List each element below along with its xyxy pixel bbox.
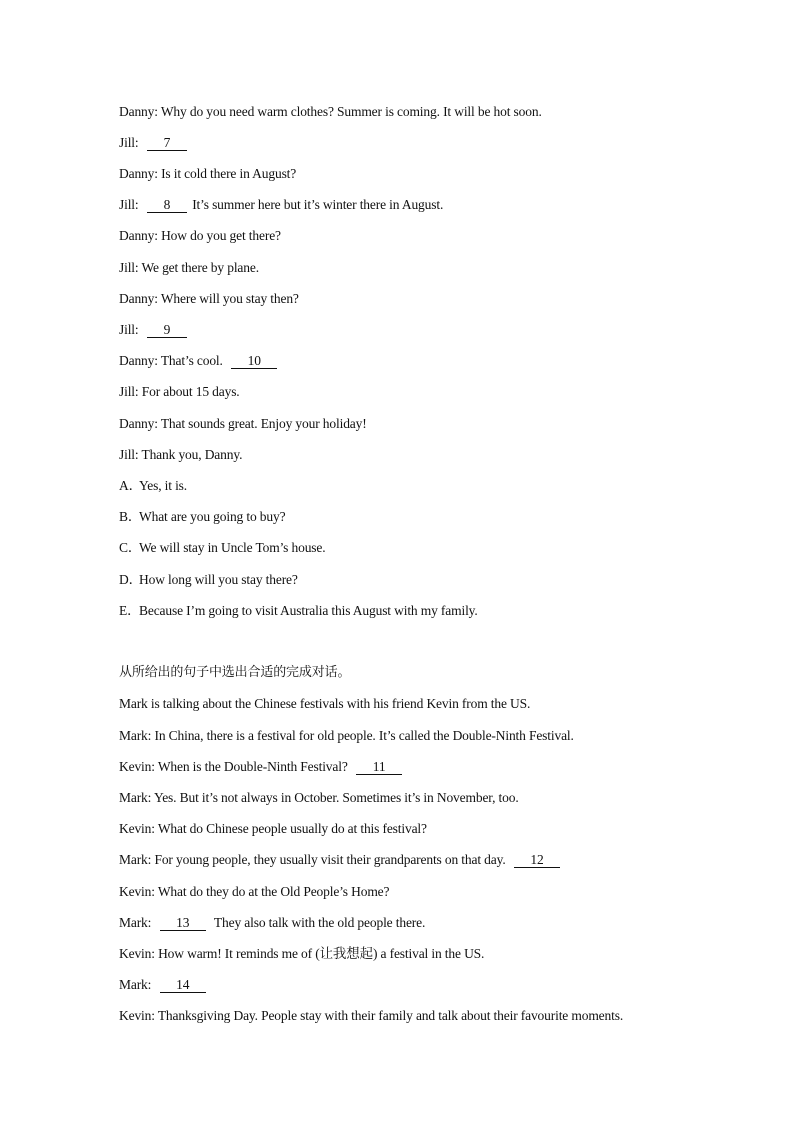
- speaker-label: Kevin: When is the Double-Ninth Festival?: [119, 759, 355, 774]
- section-intro: [119, 695, 530, 713]
- dialogue-line: [119, 976, 208, 994]
- section-instruction: [119, 664, 350, 682]
- dialogue-line: [119, 165, 296, 183]
- speaker-label: Jill:: [119, 135, 145, 150]
- answer-blank-10[interactable]: 10: [231, 353, 277, 369]
- dialogue-line: [119, 851, 562, 869]
- dialogue-line: [119, 259, 259, 277]
- option-letter: D．: [119, 572, 142, 587]
- answer-blank-11[interactable]: 11: [356, 759, 402, 775]
- line-text: Kevin: Thanksgiving Day. People stay with their family and talk about their favourite moments.: [119, 1008, 624, 1023]
- answer-blank-9[interactable]: 9: [147, 322, 187, 338]
- instruction-text: 从所给出的句子中选出合适的完成对话。: [119, 665, 351, 680]
- option-letter: C．: [119, 540, 142, 555]
- line-text: Danny: Why do you need warm clothes? Summer is coming. It will be hot soon.: [119, 104, 542, 119]
- dialogue-line: [119, 290, 299, 308]
- dialogue-line: [119, 415, 367, 433]
- dialogue-line: [119, 914, 425, 932]
- dialogue-line: [119, 352, 279, 370]
- dialogue-line: [119, 945, 484, 963]
- dialogue-line: [119, 196, 443, 214]
- option-b: [119, 508, 285, 526]
- option-text: How long will you stay there?: [139, 572, 298, 587]
- dialogue-line: [119, 789, 519, 807]
- option-a: [119, 477, 187, 495]
- line-text: Danny: Where will you stay then?: [119, 291, 299, 306]
- answer-blank-14[interactable]: 14: [160, 977, 206, 993]
- option-letter: E．: [119, 603, 141, 618]
- option-text: Yes, it is.: [139, 478, 187, 493]
- line-text: Jill: Thank you, Danny.: [119, 447, 243, 462]
- line-text: They also talk with the old people there.: [207, 915, 426, 930]
- line-text: Danny: That sounds great. Enjoy your holiday!: [119, 416, 367, 431]
- line-text: Kevin: What do Chinese people usually do at this festival?: [119, 821, 427, 836]
- intro-text: Mark is talking about the Chinese festivals with his friend Kevin from the US.: [119, 696, 531, 711]
- speaker-label: Danny: That’s cool.: [119, 353, 230, 368]
- line-text: It’s summer here but it’s winter there in August.: [188, 197, 444, 212]
- speaker-label: Mark:: [119, 915, 158, 930]
- speaker-label: Jill:: [119, 322, 145, 337]
- option-c: [119, 539, 325, 557]
- dialogue-line: [119, 758, 404, 776]
- option-letter: A．: [119, 478, 142, 493]
- speaker-label: Mark:: [119, 977, 158, 992]
- dialogue-line: [119, 883, 389, 901]
- option-text: We will stay in Uncle Tom’s house.: [139, 540, 326, 555]
- dialogue-line: [119, 727, 574, 745]
- dialogue-line: [119, 820, 427, 838]
- line-text: Jill: We get there by plane.: [119, 260, 259, 275]
- dialogue-line: [119, 134, 189, 152]
- dialogue-line: [119, 383, 240, 401]
- dialogue-line: [119, 321, 189, 339]
- option-letter: B．: [119, 509, 142, 524]
- answer-blank-7[interactable]: 7: [147, 135, 187, 151]
- option-d: [119, 571, 298, 589]
- option-e: [119, 602, 478, 620]
- line-text: Danny: Is it cold there in August?: [119, 166, 297, 181]
- dialogue-line: [119, 227, 281, 245]
- option-text: What are you going to buy?: [139, 509, 286, 524]
- dialogue-line: [119, 103, 542, 121]
- line-text: Danny: How do you get there?: [119, 228, 281, 243]
- line-text: Kevin: What do they do at the Old People’s Home?: [119, 884, 390, 899]
- answer-blank-8[interactable]: 8: [147, 197, 187, 213]
- answer-blank-12[interactable]: 12: [514, 852, 560, 868]
- speaker-label: Mark: For young people, they usually visit their grandparents on that day.: [119, 852, 513, 867]
- speaker-label: Jill:: [119, 197, 145, 212]
- answer-blank-13[interactable]: 13: [160, 915, 206, 931]
- dialogue-line: [119, 1007, 623, 1025]
- line-text: Jill: For about 15 days.: [119, 384, 240, 399]
- option-text: Because I’m going to visit Australia this August with my family.: [139, 603, 478, 618]
- line-text: Kevin: How warm! It reminds me of (让我想起) a festival in the US.: [119, 946, 485, 961]
- line-text: Mark: Yes. But it’s not always in October. Sometimes it’s in November, too.: [119, 790, 519, 805]
- dialogue-line: [119, 446, 242, 464]
- line-text: Mark: In China, there is a festival for old people. It’s called the Double-Ninth Festival.: [119, 728, 574, 743]
